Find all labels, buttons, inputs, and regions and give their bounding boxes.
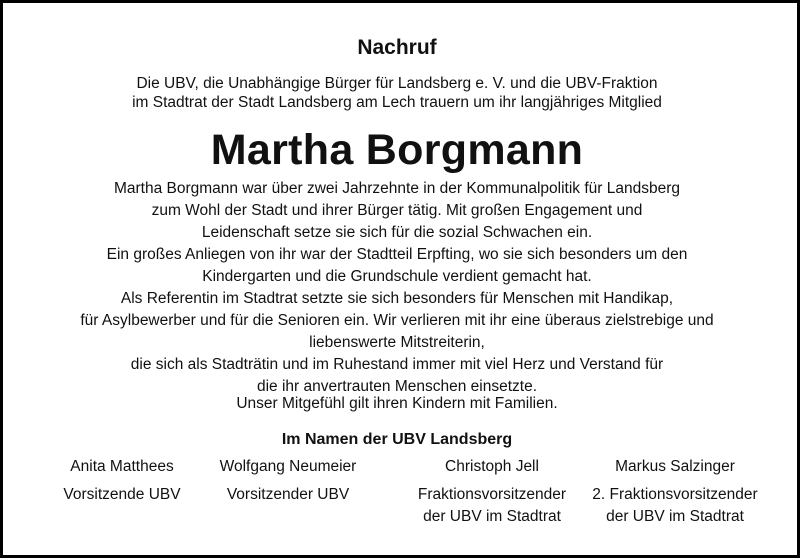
signatory bbox=[575, 456, 775, 528]
signatory-role-line: der UBV im Stadtrat bbox=[423, 508, 561, 525]
notice-heading: Nachruf bbox=[357, 36, 437, 59]
signatory-role bbox=[188, 484, 388, 506]
intro-line: Die UBV, die Unabhängige Bürger für Landsberg e. V. und die UBV-Fraktion bbox=[136, 75, 658, 92]
paragraph-line: die sich als Stadträtin und im Ruhestand immer mit viel Herz und Verstand für bbox=[130, 356, 664, 373]
paragraph-condolence bbox=[0, 393, 794, 415]
paragraph-line: für Asylbewerber und für die Senioren ein. Wir verlieren mit ihr eine überaus zielstrebige und bbox=[80, 312, 714, 329]
paragraph-line: Leidenschaft setze sie sich für die sozial Schwachen ein. bbox=[201, 224, 593, 241]
paragraph-line: zum Wohl der Stadt und ihrer Bürger tätig. Mit großen Engagement und bbox=[151, 202, 643, 219]
intro-text bbox=[0, 74, 794, 112]
signatory-role-line: 2. Fraktionsvorsitzender bbox=[592, 486, 758, 503]
paragraph-line: liebenswerte Mitstreiterin, bbox=[309, 334, 485, 351]
intro-line: im Stadtrat der Stadt Landsberg am Lech trauern um ihr langjähriges Mitglied bbox=[132, 94, 662, 111]
signatory-name: Markus Salzinger bbox=[615, 458, 735, 475]
signatory-role-line: Fraktionsvorsitzender bbox=[417, 486, 567, 503]
paragraph-erpfting bbox=[0, 244, 794, 288]
paragraph-line: Als Referentin im Stadtrat setzte sie sich besonders für Menschen mit Handikap, bbox=[120, 290, 674, 307]
paragraph-career bbox=[0, 178, 794, 244]
deceased-name: Martha Borgmann bbox=[210, 126, 584, 174]
signatory-name: Christoph Jell bbox=[445, 458, 539, 475]
signatory-role-line: der UBV im Stadtrat bbox=[606, 508, 744, 525]
signatory-role bbox=[392, 484, 592, 528]
signatory-role bbox=[575, 484, 775, 528]
signature-title: Im Namen der UBV Landsberg bbox=[281, 431, 513, 448]
signatory bbox=[188, 456, 388, 506]
paragraph-line: Kindergarten und die Grundschule verdient gemacht hat. bbox=[202, 268, 592, 285]
paragraph-referentin bbox=[0, 288, 794, 398]
signatory-role-line: Vorsitzender UBV bbox=[226, 486, 350, 503]
paragraph-line: die ihr anvertrauten Menschen einsetzte. bbox=[256, 378, 538, 395]
signatory-name: Wolfgang Neumeier bbox=[219, 458, 357, 475]
signatory-role-line: Vorsitzende UBV bbox=[63, 486, 181, 503]
signatory bbox=[392, 456, 592, 528]
paragraph-line: Unser Mitgefühl gilt ihren Kindern mit Familien. bbox=[236, 395, 558, 412]
signatory-name: Anita Matthees bbox=[70, 458, 174, 475]
paragraph-line: Ein großes Anliegen von ihr war der Stadtteil Erpfting, wo sie sich besonders um den bbox=[106, 246, 688, 263]
paragraph-line: Martha Borgmann war über zwei Jahrzehnte in der Kommunalpolitik für Landsberg bbox=[113, 180, 681, 197]
